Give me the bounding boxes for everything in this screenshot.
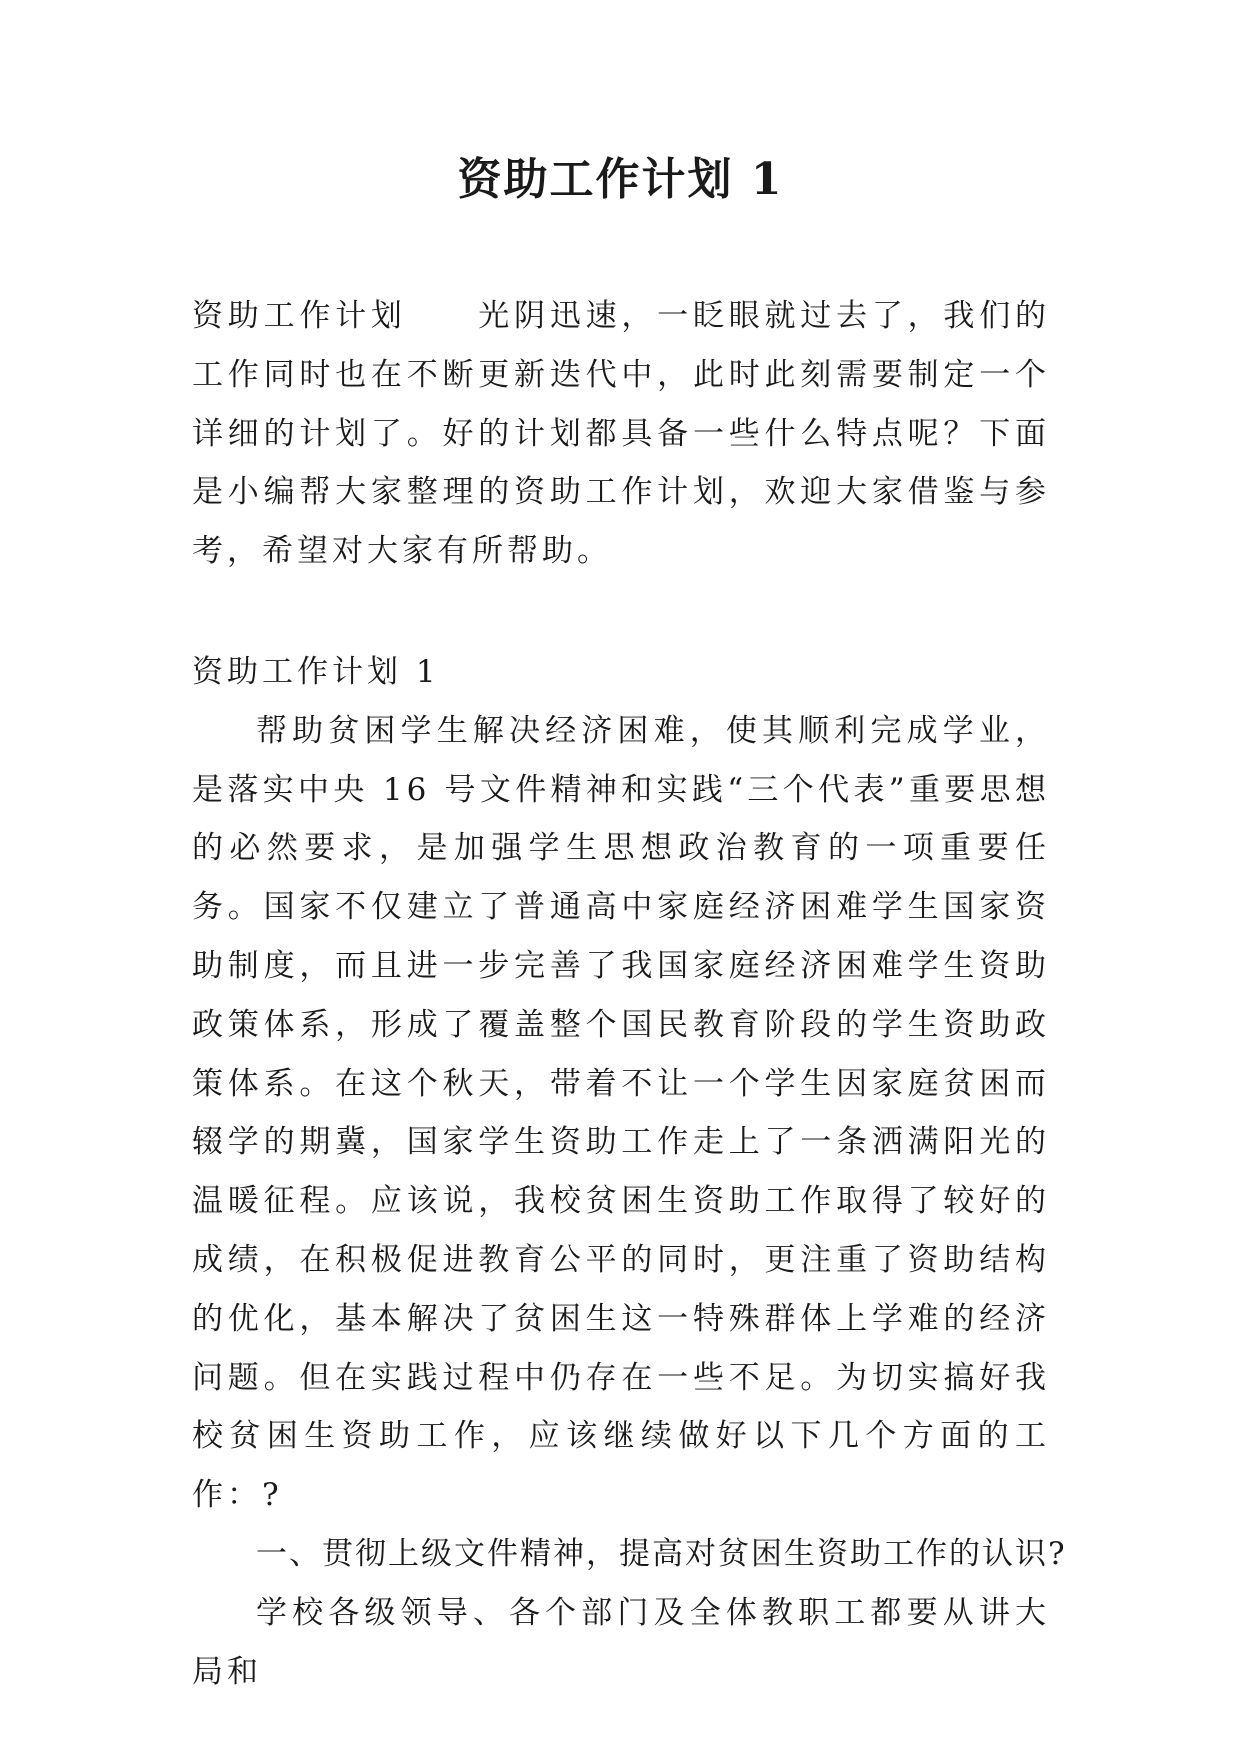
body-paragraph-1: 帮助贫困学生解决经济困难，使其顺利完成学业，是落实中央 16 号文件精神和实践“三个代表”重要思想的必然要求，是加强学生思想政治教育的一项重要任务。国家不仅建立了普通高中家庭经济困难学生国家资助制度，而且进一步完善了我国家庭经济困难学生资助政策体系，形成了覆盖整个国民教育阶段的学生资助政策体系。在这个秋天，带着不让一个学生因家庭贫困而辍学的期冀，国家学生资助工作走上了一条洒满阳光的温暖征程。应该说，我校贫困生资助工作取得了较好的成绩，在积极促进教育公平的同时，更注重了资助结构的优化，基本解决了贫困生这一特殊群体上学难的经济问题。但在实践过程中仍存在一些不足。为切实搞好我校贫困生资助工作，应该继续做好以下几个方面的工作：?: [192, 712, 1050, 1514]
body-paragraph-2: 学校各级领导、各个部门及全体教职工都要从讲大局和: [192, 1594, 1050, 1690]
document-body: [192, 287, 1067, 1701]
subheading-1: 一、贯彻上级文件精神，提高对贫困生资助工作的认识?: [256, 1535, 1067, 1572]
intro-paragraph: 资助工作计划 光阴迅速，一眨眼就过去了，我们的工作同时也在不断更新迭代中，此时此刻需要制定一个详细的计划了。好的计划都具备一些什么特点呢？下面是小编帮大家整理的资助工作计划，欢迎大家借鉴与参考，希望对大家有所帮助。: [192, 298, 1050, 570]
section-heading: 资助工作计划 1: [192, 653, 440, 690]
document-title: 资助工作计划 1: [457, 154, 784, 205]
